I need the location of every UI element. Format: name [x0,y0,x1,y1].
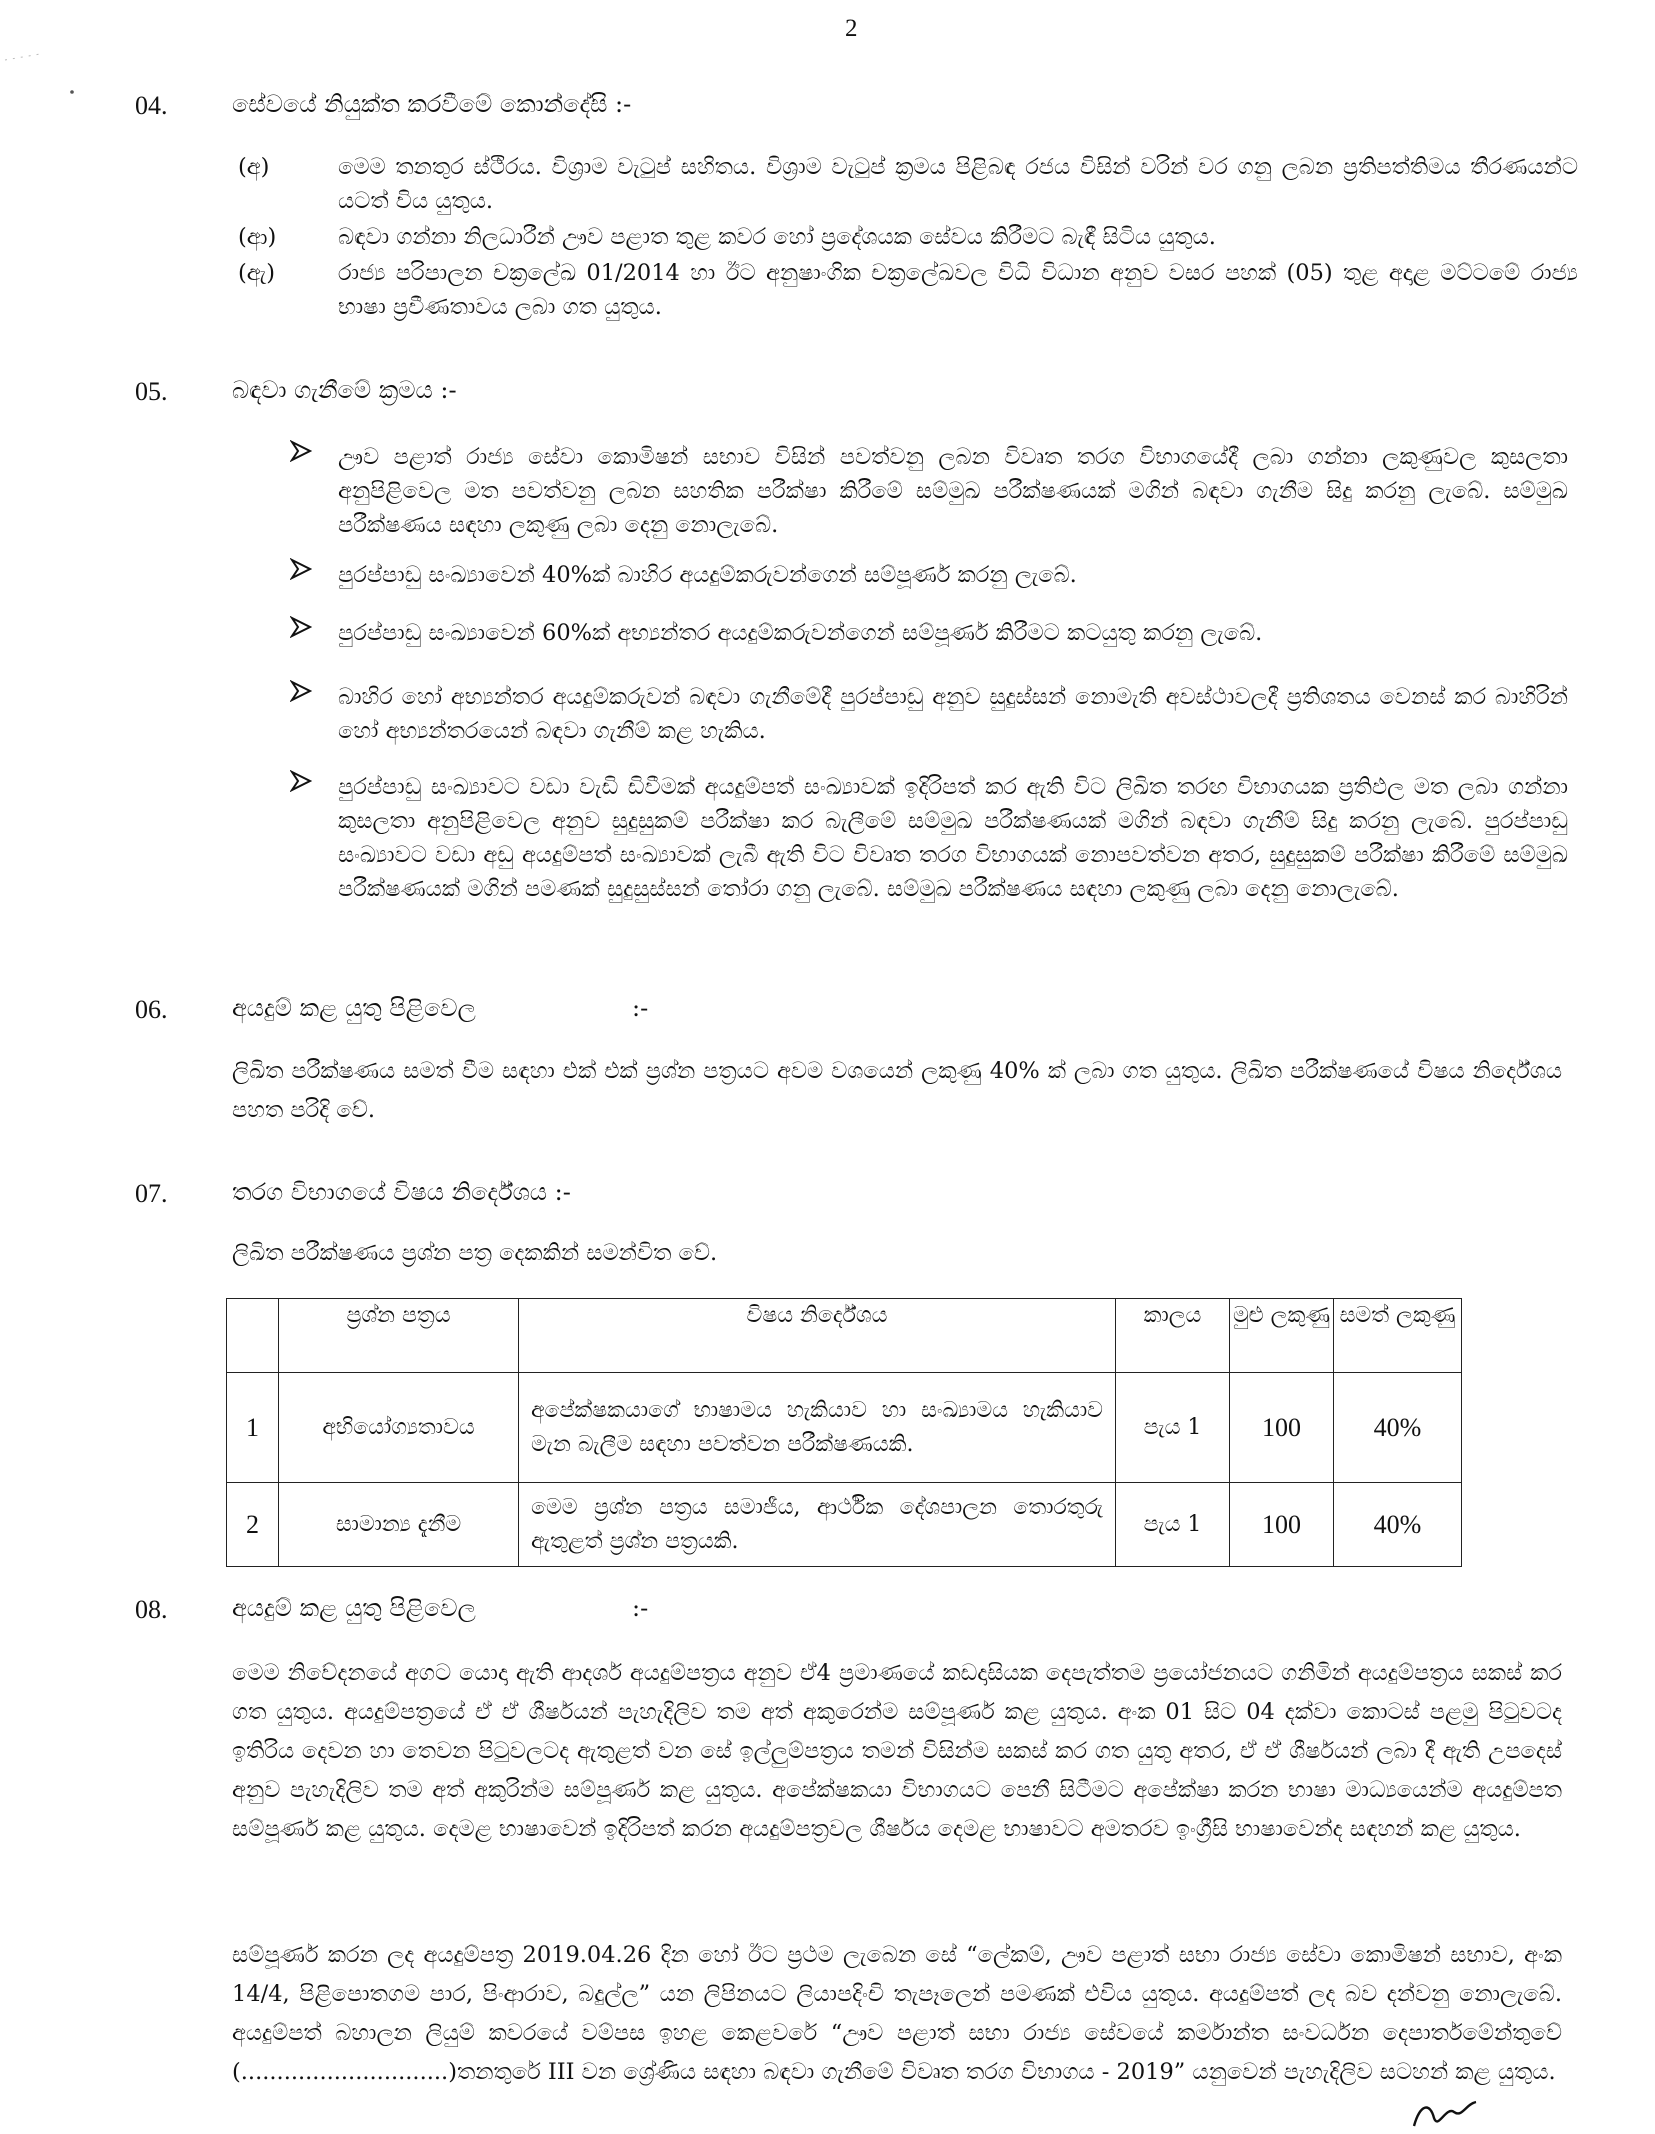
arrow-bullet-icon [290,440,312,462]
section-08-heading: අයදුම් කළ යුතු පිළිවෙල [232,1594,476,1622]
section-08-heading-suffix: :- [632,1594,649,1622]
clause-aa [238,220,1578,256]
header-syllabus: විෂය නිර්දේශය [519,1299,1116,1373]
section-08-paragraph-2: සම්පූර්ණ කරන ලද අයදුම්පත්‍ර 2019.04.26 දින හෝ ඊට ප්‍රථම ලැබෙන සේ “ලේකම්, ඌව පළාත් සභා රාජ්‍ය සේවා කොමිෂන් සභාව, අංක 14/4, පිළිපොතගම පාර, පිංආරාව, බදුල්ල” යන ලිපිනයට ලියාපදිංචි තැපෑලෙන් පමණක් එවිය යුතුය. අයදුම්පත් ලද බව දන්වනු නොලැබේ. අයදුම්පත් බහාලන ලියුම් කවරයේ වම්පස ඉහළ කෙළවරේ “ඌව පළාත් සභා රාජ්‍ය සේවයේ කර්මාන්ත සංවර්ධන දෙපාර්තමේන්තුවේ (.............................)තනතුරේ III වන ශ්‍රේණිය සඳහා බඳවා ගැනීමේ විවෘත තරග විභාගය - 2019” යනුවෙන් පැහැදිලිව සටහන් කළ යුතුය. [232,1942,1562,2085]
clause-a-text: මෙම තනතුර ස්ථිරය. විශ්‍රාම වැටුප් සහිතය. විශ්‍රාම වැටුප් ක්‍රමය පිළිබඳ රජය විසින් වරින් වර ගනු ලබන ප්‍රතිපත්තිමය තීරණයන්ට යටත් විය යුතුය. [338,154,1578,214]
arrow-bullet-icon [290,616,312,638]
clause-aa-text: බඳවා ගන්නා නිලධාරීන් ඌව පළාත තුළ කවර හෝ ප්‍රදේශයක සේවය කිරීමට බැඳී සිටිය යුතුය. [338,224,1216,250]
syllabus-table [226,1298,1462,1567]
total-marks: 100 [1230,1483,1334,1567]
section-04-number: 04. [135,91,168,120]
section-07-intro: ලිඛිත පරීක්ෂණය ප්‍රශ්න පත්‍ර දෙකකින් සමන්විත වේ. [232,1240,718,1266]
bullet-3-text: පුරප්පාඩු සංඛ්‍යාවෙන් 60%ක් අභ්‍යන්තර අයදුම්කරුවන්ගෙන් සම්පූර්ණ කිරීමට කටයුතු කරනු ලැබේ. [338,620,1263,646]
pass-marks: 40% [1334,1483,1462,1567]
arrow-bullet-icon [290,770,312,792]
section-05-number: 05. [135,377,168,406]
arrow-bullet-icon [290,680,312,702]
clause-a-label: (අ) [238,154,270,180]
paper-name: සාමාන්‍ය දැනීම [279,1483,519,1567]
bullet-2-text: පුරප්පාඩු සංඛ්‍යාවෙන් 40%ක් බාහිර අයදුම්කරුවන්ගෙන් සම්පූර්ණ කරනු ලැබේ. [338,562,1077,588]
bullet-4-text: බාහිර හෝ අභ්‍යන්තර අයදුම්කරුවන් බඳවා ගැනීමේදී පුරප්පාඩු අනුව සුදුස්සන් නොමැති අවස්ථාවලදී ප්‍රතිශතය වෙනස් කර බාහිරින් හෝ අභ්‍යන්තරයෙන් බඳවා ගැනීම් කළ හැකිය. [338,684,1568,744]
clause-a [238,150,1578,220]
section-08-number: 08. [135,1595,168,1624]
scan-marks [0,40,90,100]
row-number: 1 [227,1373,279,1483]
section-06-heading-suffix: :- [632,994,649,1022]
table-row [227,1483,1462,1567]
section-07-number: 07. [135,1179,168,1208]
table-row [227,1373,1462,1483]
bullet-5-text: පුරප්පාඩු සංඛ්‍යාවට වඩා වැඩි ඩිවීමක් අයදුම්පත් සංඛ්‍යාවක් ඉදිරිපත් කර ඇති විට ලිඛිත තරඟ විභාගයක ප්‍රතිඵල මත ලබා ගන්නා කුසලතා අනුපිළිවෙල අනුව සුදුසුකම් පරීක්ෂා කර බැලීමේ සම්මුඛ පරීක්ෂණයක් මගින් බඳවා ගැනීම් සිදු කරනු ලැබේ. පුරප්පාඩු සංඛ්‍යාවට වඩා අඩු අයදුම්පත් සංඛ්‍යාවක් ලැබී ඇති විට විවෘත තරග විභාගයක් නොපවත්වන අතර, සුදුසුකම් පරීක්ෂා කිරීමේ සම්මුඛ පරීක්ෂණයක් මගින් පමණක් සුදුසුස්සන් තෝරා ගනු ලැබේ. සම්මුඛ පරීක්ෂණය සඳහා ලකුණු ලබා දෙනු නොලැබේ. [338,774,1568,902]
header-paper: ප්‍රශ්න පත්‍රය [279,1299,519,1373]
signature-mark [1410,2096,1480,2132]
syllabus-text: අපේක්ෂකයාගේ භාෂාමය හැකියාව හා සංඛ්‍යාමය හැකියාව මැන බැලීම සඳහා පවත්වන පරීක්ෂණයකි. [519,1373,1116,1483]
clause-aa-label: (ආ) [238,224,277,250]
section-06-text: ලිඛිත පරීක්ෂණය සමත් වීම සඳහා එක් එක් ප්‍රශ්න පත්‍රයට අවම වශයෙන් ලකුණු 40% ක් ලබා ගත යුතුය. ලිඛිත පරීක්ෂණයේ විෂය නිර්දේශය පහත පරිදි වේ. [232,1058,1563,1123]
header-total-marks: මුළු ලකුණු [1230,1299,1334,1373]
header-blank [227,1299,279,1373]
section-07-heading: තරග විභාගයේ විෂය නිර්දේශය :- [232,1178,571,1206]
bullet-1-text: ඌව පළාත් රාජ්‍ය සේවා කොමිෂන් සභාව විසින් පවත්වනු ලබන විවෘත තරග විභාගයේදී ලබා ගන්නා ලකුණුවල කුසලතා අනුපිළිවෙල මත පවත්වනු ලබන සහතික පරීක්ෂා කිරීමේ සම්මුඛ පරීක්ෂණයක් මගින් බඳවා ගැනීම සිදු කරනු ලැබේ. සම්මුඛ පරීක්ෂණය සඳහා ලකුණු ලබා දෙනු නොලැබේ. [338,444,1568,538]
clause-ae-label: (ඇ) [238,260,276,286]
section-08-paragraph-1: මෙම නිවේදනයේ අගට යොදා ඇති ආදර්ශ අයදුම්පත්‍රය අනුව ඒ4 ප්‍රමාණයේ කඩදාසියක දෙපැත්තම ප්‍රයෝජනයට ගනිමින් අයදුම්පත්‍රය සකස් කර ගත යුතුය. අයදුම්පත්‍රයේ ඒ ඒ ශීර්ෂයන් පැහැදිලිව තම අත් අකුරෙන්ම සම්පූර්ණ කළ යුතුය. අංක 01 සිට 04 දක්වා කොටස් පළමු පිටුවටද ඉතිරිය දෙවන හා තෙවන පිටුවලටද ඇතුළත් වන සේ ඉල්ලුම්පත්‍රය තමන් විසින්ම සකස් කර ගත යුතු අතර, ඒ ඒ ශීර්ෂයන් ලබා දී ඇති උපදෙස් අනුව පැහැදිලිව තම අත් අකුරින්ම සම්පූර්ණ කළ යුතුය. අපේක්ෂකයා විභාගයට පෙනී සිටීමට අපේක්ෂා කරන භාෂා මාධ්‍යයෙන්ම අයදුම්පත සම්පූර්ණ කළ යුතුය. දෙමළ භාෂාවෙන් ඉදිරිපත් කරන අයදුම්පත්‍රවල ශීර්ෂය දෙමළ භාෂාවට අමතරව ඉංග්‍රීසි භාෂාවෙන්ද සඳහන් කළ යුතුය. [232,1660,1562,1842]
page-number: 2 [845,15,858,42]
clause-ae [238,256,1578,326]
pass-marks: 40% [1334,1373,1462,1483]
total-marks: 100 [1230,1373,1334,1483]
section-04-heading: සේවයේ නියුක්ත කරවීමේ කොන්දේසි :- [232,90,632,118]
section-06-heading: අයදුම් කළ යුතු පිළිවෙල [232,994,476,1022]
header-pass-marks: සමත් ලකුණු [1334,1299,1462,1373]
arrow-bullet-icon [290,558,312,580]
section-05-heading: බඳවා ගැනීමේ ක්‍රමය :- [232,376,457,404]
row-number: 2 [227,1483,279,1567]
clause-ae-text: රාජ්‍ය පරිපාලන චක්‍රලේඛ 01/2014 හා ඊට අනුෂාංගික චක්‍රලේඛවල විධි විධාන අනුව වසර පහක් (05) තුළ අදාළ මට්ටමේ රාජ්‍ය භාෂා ප්‍රවීණතාවය ලබා ගත යුතුය. [338,260,1578,320]
section-06-number: 06. [135,995,168,1024]
paper-name: අභියෝග්‍යතාවය [279,1373,519,1483]
table-header-row [227,1299,1462,1373]
syllabus-text: මෙම ප්‍රශ්න පත්‍රය සමාජීය, ආර්ථික දේශපාලන තොරතුරු ඇතුළත් ප්‍රශ්න පත්‍රයකි. [519,1483,1116,1567]
header-duration: කාලය [1116,1299,1230,1373]
duration: පැය 1 [1116,1373,1230,1483]
duration: පැය 1 [1116,1483,1230,1567]
